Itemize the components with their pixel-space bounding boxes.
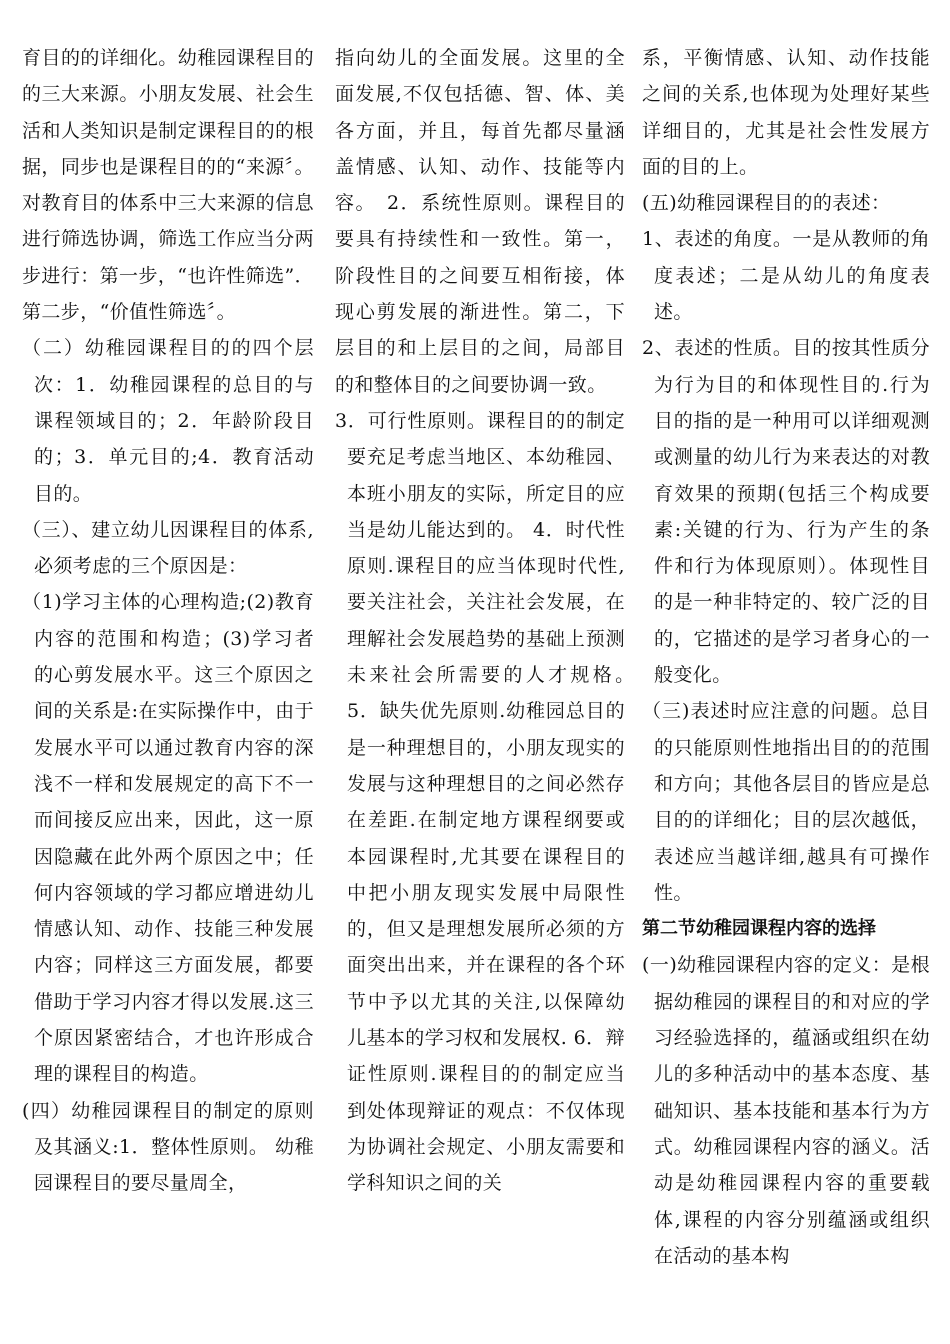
- text-column-2: [335, 40, 651, 1202]
- paragraph-content-definition: (一)幼稚园课程内容的定义：是根据幼稚园的课程目的和对应的学习经验选择的，蕴涵或组织在幼儿的多种活动中的基本态度、基础知识、基本技能和基本行为方式。幼稚园课程内容的涵义。活动是幼稚园课程内容的重要载体,课程的内容分别蕴涵或组织在活动的基本构: [642, 954, 930, 1267]
- paragraph-goal-sources: 育目的的详细化。幼稚园课程目的的三大来源。小朋友发展、社会生活和人类知识是制定课程目的的根据，同步也是课程目的的“来源〞。 对教育目的体系中三大来源的信息进行筛选协调，筛选工作应当分两步进行：第一步，“也许性筛选”．第二步，“价值性筛选〞。: [22, 47, 314, 324]
- paragraph-three-factors-intro: （三）、建立幼儿因课程目的体系,必须考虑的三个原因是：: [22, 518, 314, 578]
- text-column-1: [22, 40, 314, 1202]
- paragraph-three-factors: （1)学习主体的心理构造;(2)教育内容的范围和构造；(3)学习者的心剪发展水平。这三个原因之间的关系是:在实际操作中，由于发展水平可以通过教育内容的深浅不一样和发展规定的高下不一而间接反应出来，因此，这一原因隐藏在此外两个原因之中；任何内容领域的学习都应增进幼儿情感认知、动作、技能三种发展内容；同样这三方面发展，都要借助于学习内容才得以发展.这三个原因紧密结合，才也许形成合理的课程目的构造。: [22, 591, 314, 1086]
- paragraph-feasibility-dialectic: 3．可行性原则。课程目的的制定要充足考虑当地区、本幼稚园、本班小朋友的实际，所定目的应当是幼儿能达到的。 4．时代性原则.课程目的应当体现时代性,要关注社会，关注社会发展，在理解社会发展趋势的基础上预测未来社会所需要的人才规格。 5．缺失优先原则.幼稚园总目的是一种理想目的，小朋友现实的发展与这种理想目的之间必然存在差距.在制定地方课程纲要或本园课程时,尤其要在课程目的中把小朋友现实发展中局限性的，但又是理想发展所必须的方面突出出来，并在课程的各个环节中予以尤其的关注,以保障幼儿基本的学习权和发展权. 6．辩证性原则.课程目的的制定应当到处体现辩证的观点：不仅体现为协调社会规定、小朋友需要和学科知识之间的关: [335, 409, 651, 1195]
- paragraph-principles-start: (四）幼稚园课程目的制定的原则及其涵义:1．整体性原则。 幼稚园课程目的要尽量周全，: [22, 1099, 314, 1195]
- paragraph-expression-notes: （三)表述时应注意的问题。总目的只能原则性地指出目的的范围和方向；其他各层目的皆应是总目的的详细化；目的层次越低，表述应当越详细,越具有可操作性。: [642, 700, 930, 904]
- section-heading: 第二节幼稚园课程内容的选择: [642, 918, 876, 940]
- text-column-3: [642, 40, 930, 1274]
- paragraph-four-levels: （二）幼稚园课程目的的四个层次：1．幼稚园课程的总目的与课程领域目的；2．年龄阶段目的；3．单元目的;4．教育活动目的。: [22, 337, 314, 505]
- paragraph-balance: 系，平衡情感、认知、动作技能之间的关系,也体现为处理好某些详细目的，尤其是社会性发展方面的目的上。: [642, 47, 930, 178]
- paragraph-expression-nature: 2、表述的性质。目的按其性质分为行为目的和体现性目的.行为目的指的是一种用可以详细观测或测量的幼儿行为来表达的对教育效果的预期(包括三个构成要素:关键的行为、行为产生的条件和行为体现原则）。体现性目的是一种非特定的、较广泛的目的，它描述的是学习者身心的一般变化。: [642, 337, 930, 687]
- paragraph-expression-angle: 1、表述的角度。一是从教师的角度表述；二是从幼儿的角度表述。: [642, 228, 930, 324]
- paragraph-holistic-systematic: 指向幼儿的全面发展。这里的全面发展,不仅包括德、智、体、美各方面，并且，每首先都尽量涵盖情感、认知、动作、技能等内容。 2．系统性原则。课程目的要具有持续性和一致性。第一，阶段性目的之间要互相衔接，体现心剪发展的渐进性。第二，下层目的和上层目的之间，局部目的和整体目的之间要协调一致。: [335, 47, 625, 396]
- paragraph-expression-title: (五)幼稚园课程目的的表述：: [642, 192, 891, 215]
